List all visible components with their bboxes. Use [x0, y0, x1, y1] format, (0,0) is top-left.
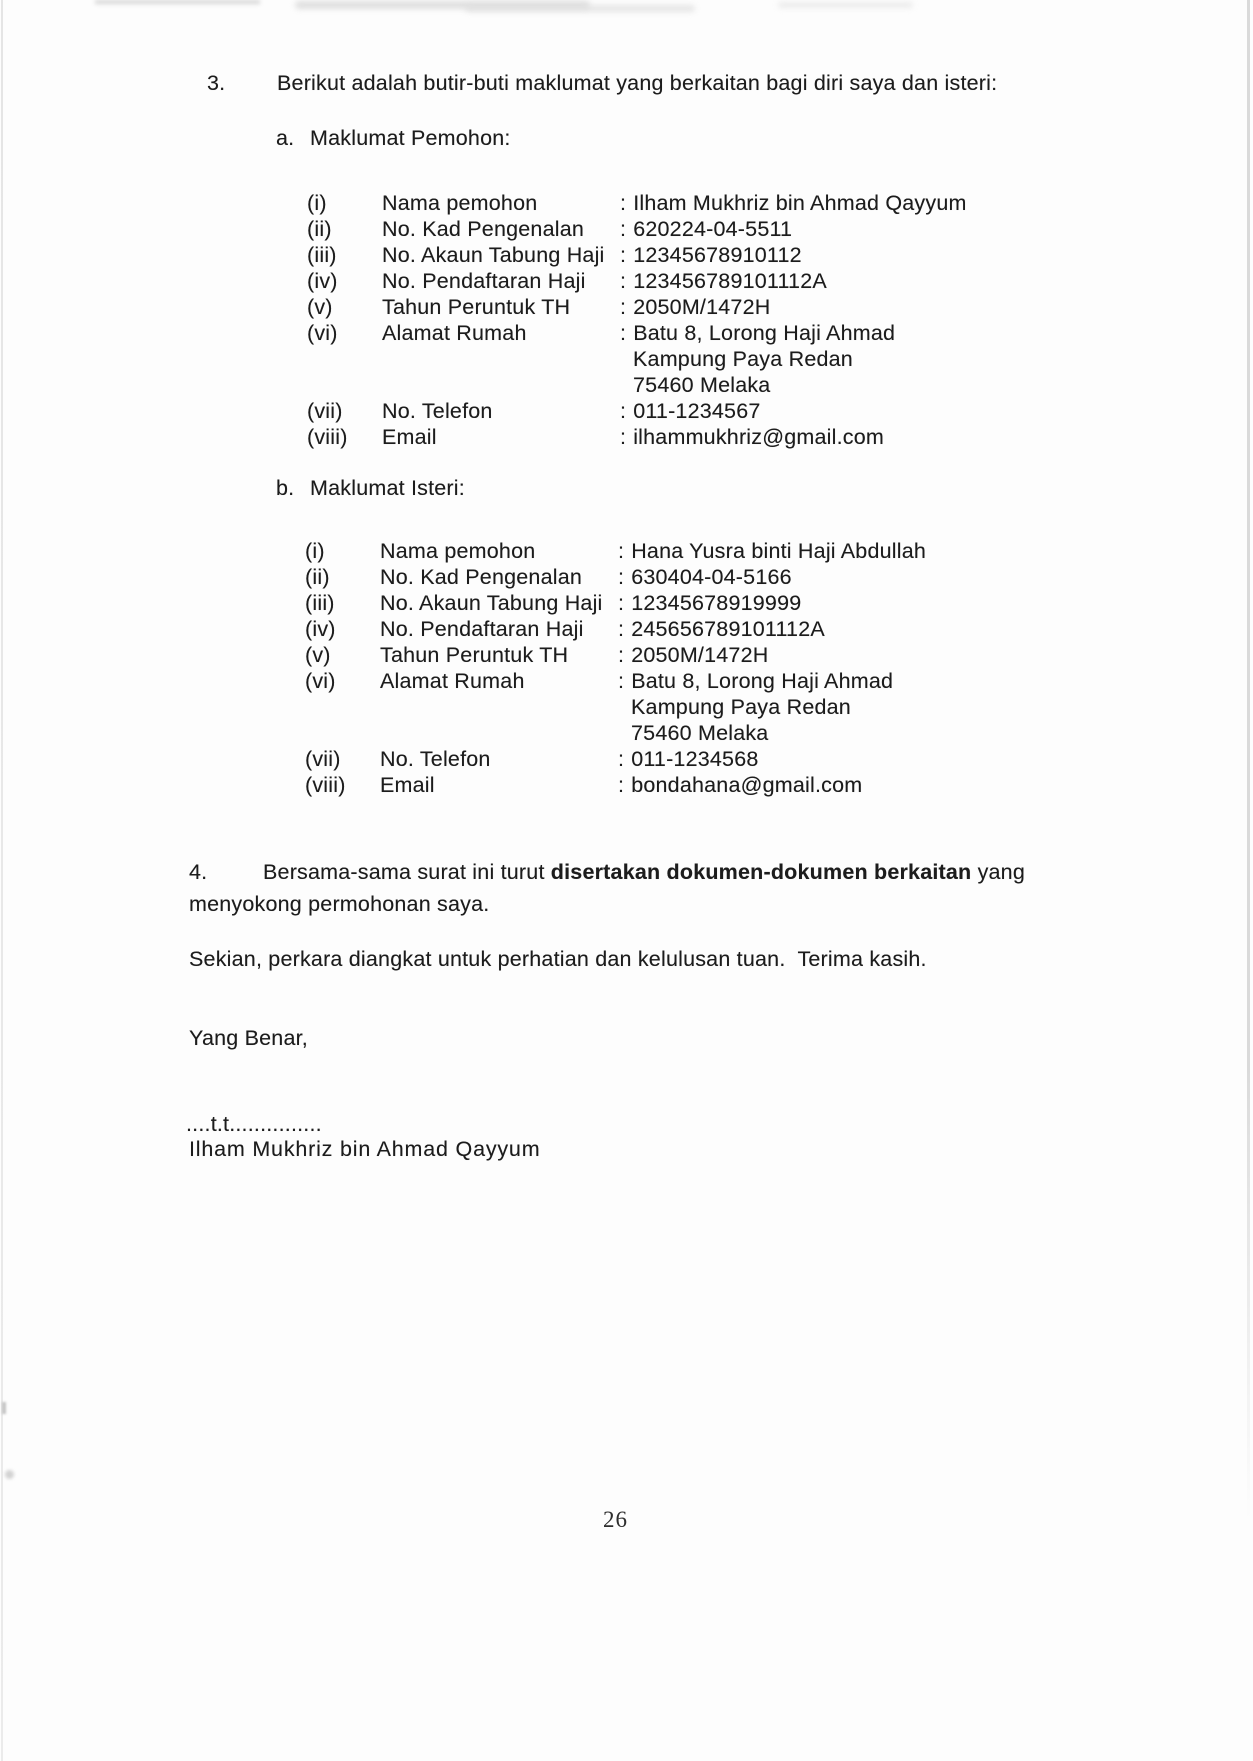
detail-row-wife-phone [305, 746, 1065, 772]
row-value-text: bondahana@gmail.com [631, 773, 863, 797]
row-value [620, 216, 1067, 242]
signature-line: ....t.t............... [186, 1112, 322, 1136]
row-value-text: Ilham Mukhriz bin Ahmad Qayyum [633, 191, 967, 215]
row-value [620, 190, 1067, 216]
colon-separator: : [618, 617, 625, 641]
row-value-line2: Kampung Paya Redan [633, 347, 853, 371]
scan-smudge-top-1 [295, 1, 590, 9]
detail-row-applicant-th-year [307, 294, 1067, 320]
row-numeral: (iii) [307, 243, 337, 267]
colon-separator: : [620, 399, 627, 423]
row-value-text: 12345678910112 [633, 243, 802, 267]
scan-speck-2 [5, 1470, 14, 1479]
colon-separator: : [618, 565, 625, 589]
detail-row-wife-ic [305, 564, 1065, 590]
paragraph-4 [189, 857, 1077, 920]
detail-row-wife-th-year [305, 642, 1065, 668]
row-label: No. Akaun Tabung Haji [380, 591, 603, 615]
row-value [620, 424, 1067, 450]
row-label: No. Telefon [380, 747, 491, 771]
row-value [618, 668, 1065, 746]
section-a-heading [276, 126, 511, 151]
row-numeral: (i) [307, 191, 327, 215]
row-value [618, 616, 1065, 642]
detail-row-applicant-phone [307, 398, 1067, 424]
colon-separator: : [620, 269, 627, 293]
section-b-title: Maklumat Isteri: [310, 476, 465, 500]
row-value [618, 564, 1065, 590]
colon-separator: : [618, 591, 625, 615]
row-label: No. Pendaftaran Haji [380, 617, 584, 641]
closing-line: Sekian, perkara diangkat untuk perhatian dan kelulusan tuan. Terima kasih. [189, 947, 927, 971]
detail-row-applicant-email [307, 424, 1067, 450]
row-value-text: ilhammukhriz@gmail.com [633, 425, 885, 449]
colon-separator: : [620, 321, 627, 345]
detail-row-applicant-th-account [307, 242, 1067, 268]
row-label: Alamat Rumah [382, 321, 527, 345]
row-numeral: (v) [305, 643, 331, 667]
row-value-text: 2050M/1472H [633, 295, 771, 319]
row-value-text: Batu 8, Lorong Haji Ahmad [633, 321, 896, 345]
row-numeral: (viii) [305, 773, 346, 797]
row-numeral: (viii) [307, 425, 348, 449]
row-numeral: (ii) [305, 565, 330, 589]
section-b-heading [276, 476, 465, 501]
colon-separator: : [620, 243, 627, 267]
colon-separator: : [618, 643, 625, 667]
row-value [620, 268, 1067, 294]
wife-details-list [305, 538, 1065, 798]
row-label: No. Pendaftaran Haji [382, 269, 586, 293]
scan-smudge-top-3 [778, 2, 913, 8]
row-value-text: 620224-04-5511 [633, 217, 793, 241]
paragraph-3 [207, 70, 1187, 97]
paragraph-4-text-bold: disertakan dokumen-dokumen berkaitan [550, 860, 972, 884]
colon-separator: : [618, 669, 625, 693]
row-numeral: (iii) [305, 591, 335, 615]
row-value-text: 630404-04-5166 [631, 565, 792, 589]
row-value [618, 538, 1065, 564]
row-numeral: (vi) [305, 669, 336, 693]
scan-edge-line-right [1247, 0, 1250, 1520]
colon-separator: : [618, 539, 625, 563]
paragraph-3-text: Berikut adalah butir-buti maklumat yang berkaitan bagi diri saya dan isteri: [277, 71, 998, 95]
detail-row-applicant-name [307, 190, 1067, 216]
colon-separator: : [618, 773, 625, 797]
row-value-text: 123456789101112A [633, 269, 827, 293]
row-numeral: (vii) [305, 747, 341, 771]
row-label: Email [380, 773, 435, 797]
row-label: Email [382, 425, 437, 449]
row-value [618, 590, 1065, 616]
scan-smudge-top-4 [95, 0, 260, 4]
row-label: Alamat Rumah [380, 669, 525, 693]
paragraph-4-text-post: yang menyokong permohonan saya. [189, 860, 1025, 916]
row-value-text: Hana Yusra binti Haji Abdullah [631, 539, 927, 563]
colon-separator: : [620, 191, 627, 215]
scan-smudge-top-2 [465, 5, 695, 12]
detail-row-wife-name [305, 538, 1065, 564]
row-numeral: (vii) [307, 399, 343, 423]
scan-edge-line-left [1, 0, 3, 1761]
colon-separator: : [618, 747, 625, 771]
row-label: No. Kad Pengenalan [382, 217, 585, 241]
paragraph-4-number: 4. [189, 860, 208, 884]
row-value-text: 12345678919999 [631, 591, 802, 615]
row-label: Nama pemohon [380, 539, 536, 563]
row-numeral: (v) [307, 295, 333, 319]
colon-separator: : [620, 217, 627, 241]
colon-separator: : [620, 295, 627, 319]
detail-row-wife-haji-reg [305, 616, 1065, 642]
row-value-line2: Kampung Paya Redan [631, 695, 851, 719]
row-numeral: (ii) [307, 217, 332, 241]
row-value [620, 320, 1067, 398]
applicant-details-list [307, 190, 1067, 450]
row-value [618, 772, 1065, 798]
row-numeral: (iv) [305, 617, 336, 641]
row-numeral: (i) [305, 539, 325, 563]
detail-row-wife-email [305, 772, 1065, 798]
page-number: 26 [603, 1507, 628, 1532]
row-label: Nama pemohon [382, 191, 538, 215]
row-numeral: (vi) [307, 321, 338, 345]
section-a-letter: a. [276, 126, 295, 150]
paragraph-3-number: 3. [207, 71, 226, 95]
row-value [618, 746, 1065, 772]
row-label: Tahun Peruntuk TH [382, 295, 571, 319]
detail-row-applicant-ic [307, 216, 1067, 242]
signature-name: Ilham Mukhriz bin Ahmad Qayyum [189, 1137, 541, 1161]
colon-separator: : [620, 425, 627, 449]
section-a-title: Maklumat Pemohon: [310, 126, 511, 150]
row-label: Tahun Peruntuk TH [380, 643, 569, 667]
row-value [620, 242, 1067, 268]
row-label: No. Kad Pengenalan [380, 565, 583, 589]
row-value [620, 398, 1067, 424]
row-numeral: (iv) [307, 269, 338, 293]
row-value [618, 642, 1065, 668]
row-value-text: 011-1234568 [631, 747, 759, 771]
row-value-line3: 75460 Melaka [631, 721, 769, 745]
row-label: No. Telefon [382, 399, 493, 423]
paragraph-4-text-pre: Bersama-sama surat ini turut [263, 860, 551, 884]
row-value-text: 2050M/1472H [631, 643, 769, 667]
row-value [620, 294, 1067, 320]
detail-row-applicant-address [307, 320, 1067, 398]
signature-salutation: Yang Benar, [189, 1026, 308, 1050]
section-b-letter: b. [276, 476, 295, 500]
detail-row-applicant-haji-reg [307, 268, 1067, 294]
scan-speck-1 [2, 1402, 6, 1414]
row-value-text: 011-1234567 [633, 399, 761, 423]
row-value-text: 245656789101112A [631, 617, 825, 641]
detail-row-wife-th-account [305, 590, 1065, 616]
detail-row-wife-address [305, 668, 1065, 746]
row-value-line3: 75460 Melaka [633, 373, 771, 397]
row-label: No. Akaun Tabung Haji [382, 243, 605, 267]
row-value-text: Batu 8, Lorong Haji Ahmad [631, 669, 894, 693]
